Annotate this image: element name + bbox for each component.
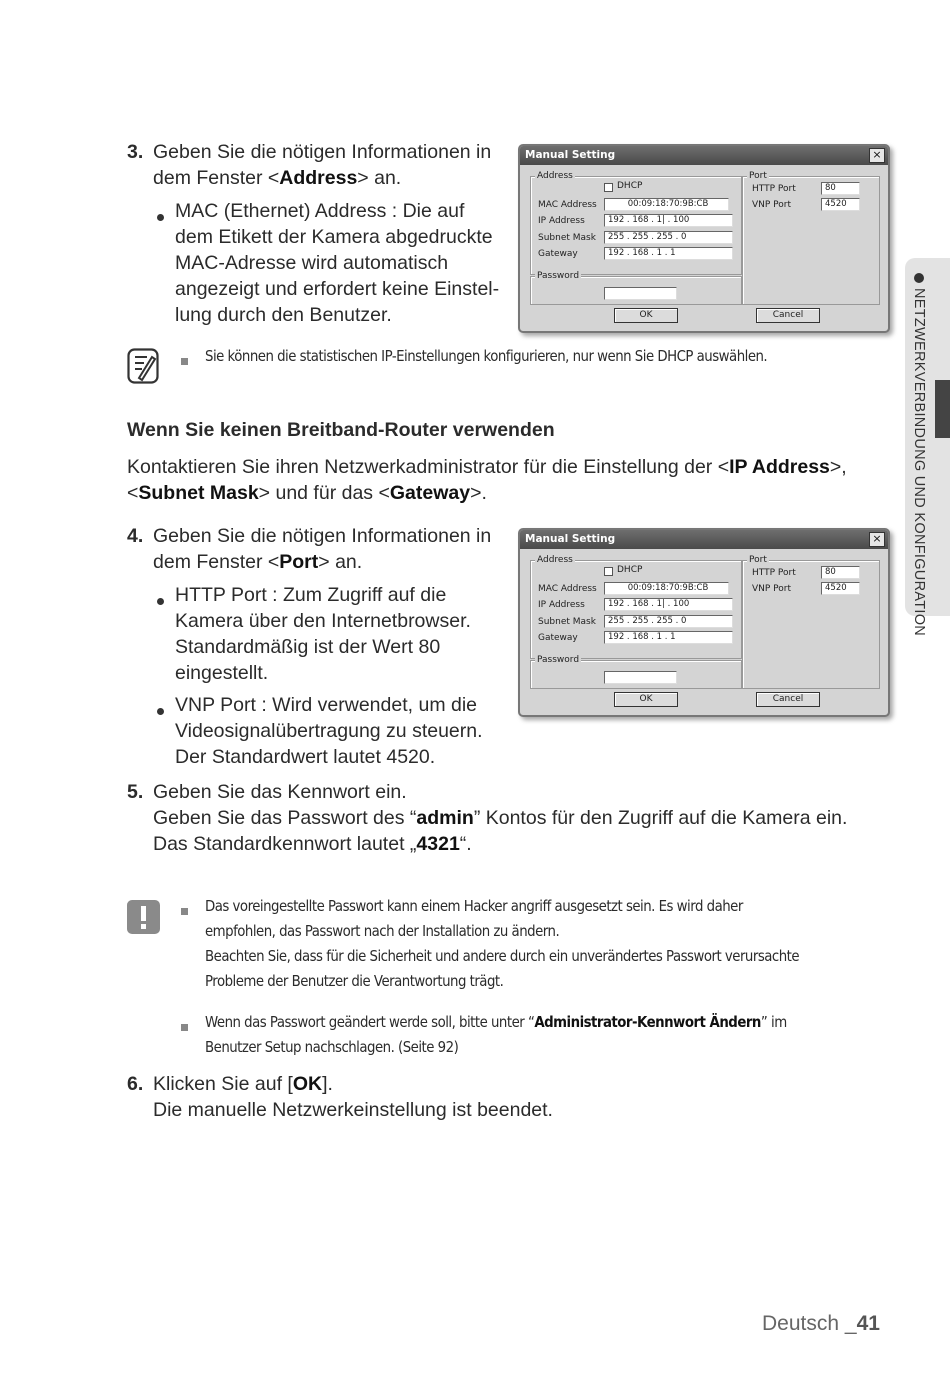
step-3-text <box>153 139 491 191</box>
bullet-mac-line: MAC-Adresse wird automatisch <box>175 252 449 274</box>
bullet-mac <box>157 208 164 226</box>
bullet-http-line: HTTP Port : Zum Zugriff auf die <box>175 584 447 606</box>
vnp-port-label: VNP Port <box>752 584 792 594</box>
address-legend: Address <box>537 171 573 181</box>
step-3-line-1: Geben Sie die nötigen Informationen in <box>153 141 492 163</box>
step-4-number: 4. <box>127 525 144 547</box>
bullet-vnp-line: Videosignalübertragung zu steuern. <box>175 720 483 742</box>
port-group <box>742 176 880 305</box>
subnet-field[interactable]: 255 . 255 . 255 . 0 <box>604 615 733 628</box>
chapter-label: NETZWERKVERBINDUNG UND KONFIGURATION <box>911 288 927 637</box>
bullet-http-line: eingestellt. <box>175 662 269 684</box>
section-line-1: Kontaktieren Sie ihren Netzwerkadministrator für die Einstellung der <IP Address>, <box>127 456 847 478</box>
http-port-label: HTTP Port <box>752 568 796 578</box>
mac-field: 00:09:18:70:9B:CB <box>604 198 729 211</box>
vnp-port-field[interactable]: 4520 <box>821 198 860 211</box>
note-bullet <box>181 352 188 370</box>
gateway-field[interactable]: 192 . 168 . 1 . 1 <box>604 631 733 644</box>
caution-item-2 <box>205 1010 787 1060</box>
step-6-line-1: Klicken Sie auf [OK]. <box>153 1073 333 1095</box>
close-icon[interactable]: × <box>869 148 885 163</box>
bullet-vnp-text <box>175 692 483 770</box>
dhcp-label: DHCP <box>617 181 643 191</box>
mac-label: MAC Address <box>538 584 597 594</box>
subnet-field[interactable]: 255 . 255 . 255 . 0 <box>604 231 733 244</box>
caution-line: empfohlen, das Passwort nach der Installation zu ändern. <box>205 922 560 940</box>
cancel-button[interactable]: Cancel <box>756 308 820 323</box>
caution-line: Probleme der Benutzer die Verantwortung trägt. <box>205 972 504 990</box>
step-5-line-3: Das Standardkennwort lautet „4321“. <box>153 833 472 855</box>
http-port-field[interactable]: 80 <box>821 566 860 579</box>
caution-item-1 <box>205 894 799 994</box>
section-line-2: <Subnet Mask> und für das <Gateway>. <box>127 482 487 504</box>
step-3-number: 3. <box>127 141 144 163</box>
step-3-line-2: dem Fenster <Address> an. <box>153 167 402 189</box>
bullet-http-line: Standardmäßig ist der Wert 80 <box>175 636 441 658</box>
caution-bullet <box>181 1018 188 1036</box>
step-5-text <box>153 779 847 857</box>
password-legend: Password <box>537 655 580 665</box>
step-4-line-1: Geben Sie die nötigen Informationen in <box>153 525 492 547</box>
close-icon[interactable]: × <box>869 532 885 547</box>
gateway-field[interactable]: 192 . 168 . 1 . 1 <box>604 247 733 260</box>
step-6-line-2: Die manuelle Netzwerkeinstellung ist beendet. <box>153 1099 553 1121</box>
step-5-number: 5. <box>127 781 144 803</box>
gateway-label: Gateway <box>538 249 578 259</box>
ip-field[interactable]: 192 . 168 . 1| . 100 <box>604 214 733 227</box>
vnp-port-label: VNP Port <box>752 200 792 210</box>
subnet-label: Subnet Mask <box>538 617 596 627</box>
http-port-label: HTTP Port <box>752 184 796 194</box>
bullet-mac-line: dem Etikett der Kamera abgedruckte <box>175 226 493 248</box>
bullet-vnp-line: Der Standardwert lautet 4520. <box>175 746 436 768</box>
caution-bullet <box>181 902 188 920</box>
mac-label: MAC Address <box>538 200 597 210</box>
step-5-line-1: Geben Sie das Kennwort ein. <box>153 781 407 803</box>
password-field[interactable] <box>604 287 677 300</box>
port-group <box>742 560 880 689</box>
caution-line: Beachten Sie, dass für die Sicherheit und andere durch ein unverändertes Passwort verursachte <box>205 947 800 965</box>
mac-field: 00:09:18:70:9B:CB <box>604 582 729 595</box>
bullet-http <box>157 592 164 610</box>
gateway-label: Gateway <box>538 633 578 643</box>
ip-field[interactable]: 192 . 168 . 1| . 100 <box>604 598 733 611</box>
step-6-number: 6. <box>127 1073 144 1095</box>
manual-setting-dialog <box>518 144 890 333</box>
step-5-line-2: Geben Sie das Passwort des “admin” Kontos für den Zugriff auf die Kamera ein. <box>153 807 848 829</box>
chapter-bullet-icon <box>914 273 924 283</box>
bullet-mac-line: lung durch den Benutzer. <box>175 304 392 326</box>
caution-item-2-line-1: Wenn das Passwort geändert werde soll, bitte unter “Administrator-Kennwort Ändern” im <box>205 1013 787 1031</box>
bullet-vnp <box>157 702 164 720</box>
note-dhcp-text: Sie können die statistischen IP-Einstellungen konfigurieren, nur wenn Sie DHCP auswählen. <box>205 347 768 365</box>
address-legend: Address <box>537 555 573 565</box>
bullet-mac-text <box>175 198 499 328</box>
ip-label: IP Address <box>538 600 585 610</box>
dhcp-checkbox[interactable] <box>604 567 613 576</box>
step-4-text <box>153 523 491 575</box>
bullet-http-text <box>175 582 471 686</box>
dialog-title: Manual Setting <box>520 530 888 549</box>
manual-setting-dialog <box>518 528 890 717</box>
subnet-label: Subnet Mask <box>538 233 596 243</box>
ok-button[interactable]: OK <box>614 308 678 323</box>
cancel-button[interactable]: Cancel <box>756 692 820 707</box>
bullet-mac-line: MAC (Ethernet) Address : Die auf <box>175 200 465 222</box>
section-heading: Wenn Sie keinen Breitband-Router verwenden <box>127 419 555 441</box>
ok-button[interactable]: OK <box>614 692 678 707</box>
bullet-vnp-line: VNP Port : Wird verwendet, um die <box>175 694 478 716</box>
password-field[interactable] <box>604 671 677 684</box>
note-icon <box>127 348 159 384</box>
port-legend: Port <box>749 555 767 565</box>
http-port-field[interactable]: 80 <box>821 182 860 195</box>
step-4-line-2: dem Fenster <Port> an. <box>153 551 363 573</box>
dhcp-label: DHCP <box>617 565 643 575</box>
vnp-port-field[interactable]: 4520 <box>821 582 860 595</box>
footer-language: Deutsch _ <box>762 1312 857 1335</box>
port-legend: Port <box>749 171 767 181</box>
caution-item-2-line-2: Benutzer Setup nachschlagen. (Seite 92) <box>205 1038 459 1056</box>
caution-line: Das voreingestellte Passwort kann einem Hacker angriff ausgesetzt sein. Es wird daher <box>205 897 743 915</box>
ip-label: IP Address <box>538 216 585 226</box>
dhcp-checkbox[interactable] <box>604 183 613 192</box>
bullet-mac-line: angezeigt und erfordert keine Einstel- <box>175 278 500 300</box>
page-footer <box>762 1312 880 1336</box>
chapter-tab-marker <box>935 380 950 438</box>
password-legend: Password <box>537 271 580 281</box>
caution-icon <box>127 900 160 934</box>
dialog-title: Manual Setting <box>520 146 888 165</box>
step-6-text <box>153 1071 553 1123</box>
bullet-http-line: Kamera über den Internetbrowser. <box>175 610 471 632</box>
section-paragraph <box>127 454 847 506</box>
page-number: 41 <box>856 1312 880 1335</box>
